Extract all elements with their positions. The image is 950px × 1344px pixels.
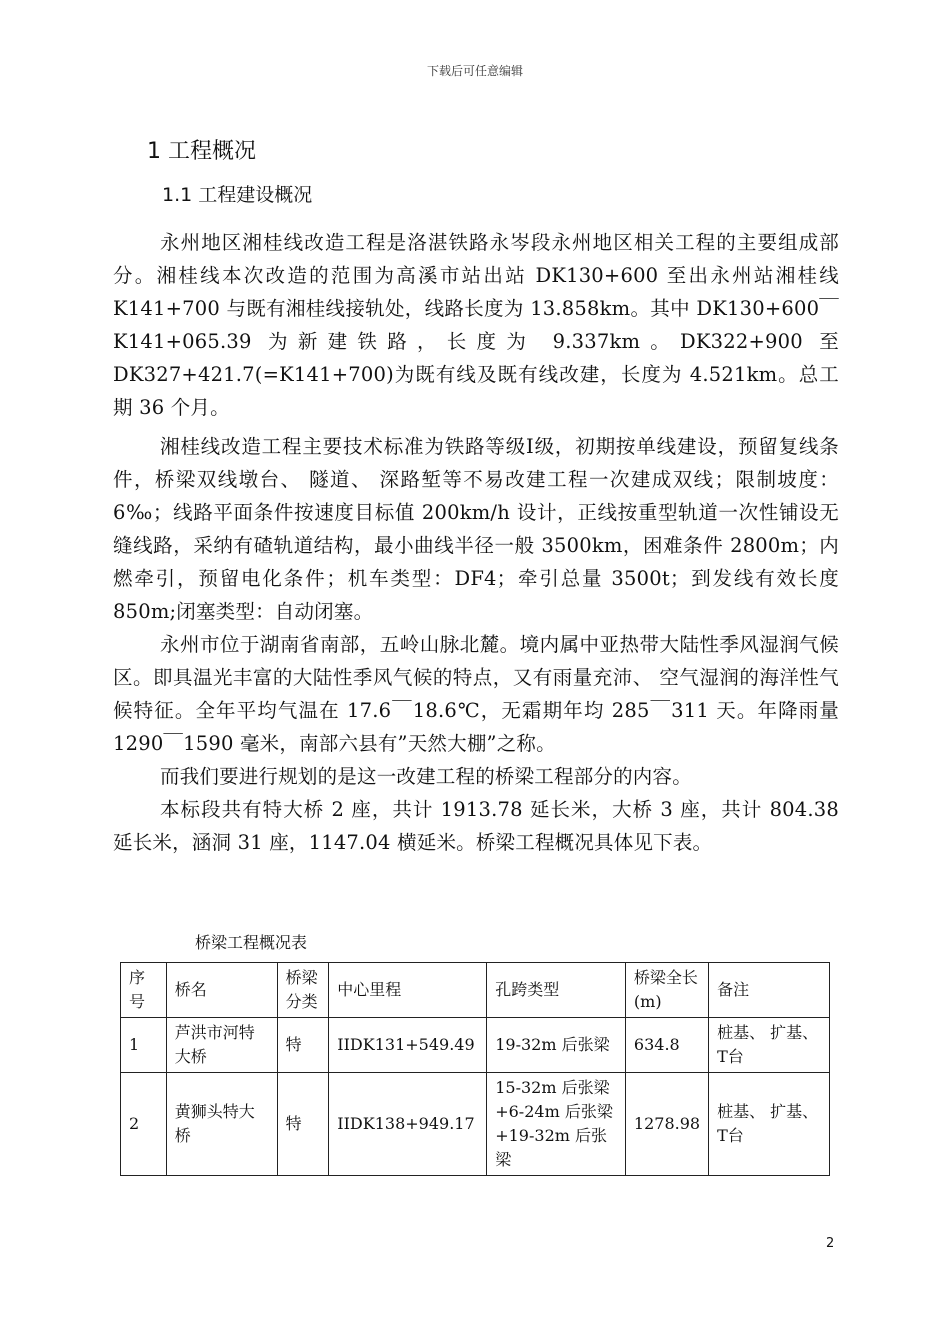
header-cell: 中心里程 [329,963,487,1018]
table-cell: 特 [277,1018,329,1073]
table-cell: 19-32m 后张梁 [487,1018,626,1073]
header-cell: 桥名 [166,963,277,1018]
paragraph: 本标段共有特大桥 2 座，共计 1913.78 延长米，大桥 3 座，共计 804.38 延长米，涵洞 31 座，1147.04 横延米。桥梁工程概况具体见下表。 [113,798,839,854]
table-cell: 1 [121,1018,167,1073]
section-title: 1 工程概况 [147,139,256,164]
header-cell: 桥梁分类 [277,963,329,1018]
subsection-title: 1.1 工程建设概况 [162,184,313,206]
table-caption: 桥梁工程概况表 [195,933,308,952]
paragraph: 永州地区湘桂线改造工程是洛湛铁路永岑段永州地区相关工程的主要组成部分。湘桂线本次改造的范围为高溪市站出站 DK130+600 至出永州站湘桂线 K141+700 与既有湘桂线接轨处，线路长度为 13.858km。其中 DK130+600￣K141+065.39 为新建铁路，长度为 9.337km。DK322+900 至 DK327+421.7(=K141+700)为既有线及既有线改建，长度为 4.521km。总工期 36 个月。 [113,231,839,419]
body-block-2 [113,430,839,859]
body-block-1 [113,226,839,424]
table-row [121,1018,830,1073]
header-cell: 序号 [121,963,167,1018]
paragraph: 湘桂线改造工程主要技术标准为铁路等级Ⅰ级，初期按单线建设，预留复线条件，桥梁双线墩台、 隧道、 深路堑等不易改建工程一次建成双线；限制坡度：6‰；线路平面条件按速度目标值 200km/h 设计，正线按重型轨道一次性铺设无缝线路，采纳有碴轨道结构，最小曲线半径一般 3500km，困难条件 2800m；内燃牵引，预留电化条件；机车类型：DF4；牵引总量 3500t；到发线有效长度 850m;闭塞类型：自动闭塞。 [113,435,839,623]
table-cell: 黄狮头特大桥 [166,1073,277,1176]
table-cell: IIDK138+949.17 [329,1073,487,1176]
table-cell: 桩基、 扩基、T台 [709,1018,830,1073]
table-row [121,1073,830,1176]
bridge-overview-table [120,962,830,1176]
header-cell: 备注 [709,963,830,1018]
table-cell: 2 [121,1073,167,1176]
table-cell: 634.8 [625,1018,708,1073]
table-cell: IIDK131+549.49 [329,1018,487,1073]
paragraph: 永州市位于湖南省南部，五岭山脉北麓。境内属中亚热带大陆性季风湿润气候区。即具温光丰富的大陆性季风气候的特点，又有雨量充沛、 空气湿润的海洋性气候特征。全年平均气温在 17.6￣18.6℃，无霜期年均 285￣311 天。年降雨量 1290￣1590 毫米，南部六县有”天然大棚”之称。 [113,633,839,755]
table-cell: 桩基、 扩基、T台 [709,1073,830,1176]
page-number: 2 [826,1236,835,1251]
table-cell: 芦洪市河特大桥 [166,1018,277,1073]
table-cell: 15-32m 后张梁+6-24m 后张梁+19-32m 后张梁 [487,1073,626,1176]
header-note: 下载后可任意编辑 [426,64,523,78]
paragraph: 而我们要进行规划的是这一改建工程的桥梁工程部分的内容。 [160,765,692,788]
table-cell: 1278.98 [625,1073,708,1176]
table-cell: 特 [277,1073,329,1176]
table-header-row [121,963,830,1018]
header-cell: 孔跨类型 [487,963,626,1018]
header-cell: 桥梁全长(m) [625,963,708,1018]
